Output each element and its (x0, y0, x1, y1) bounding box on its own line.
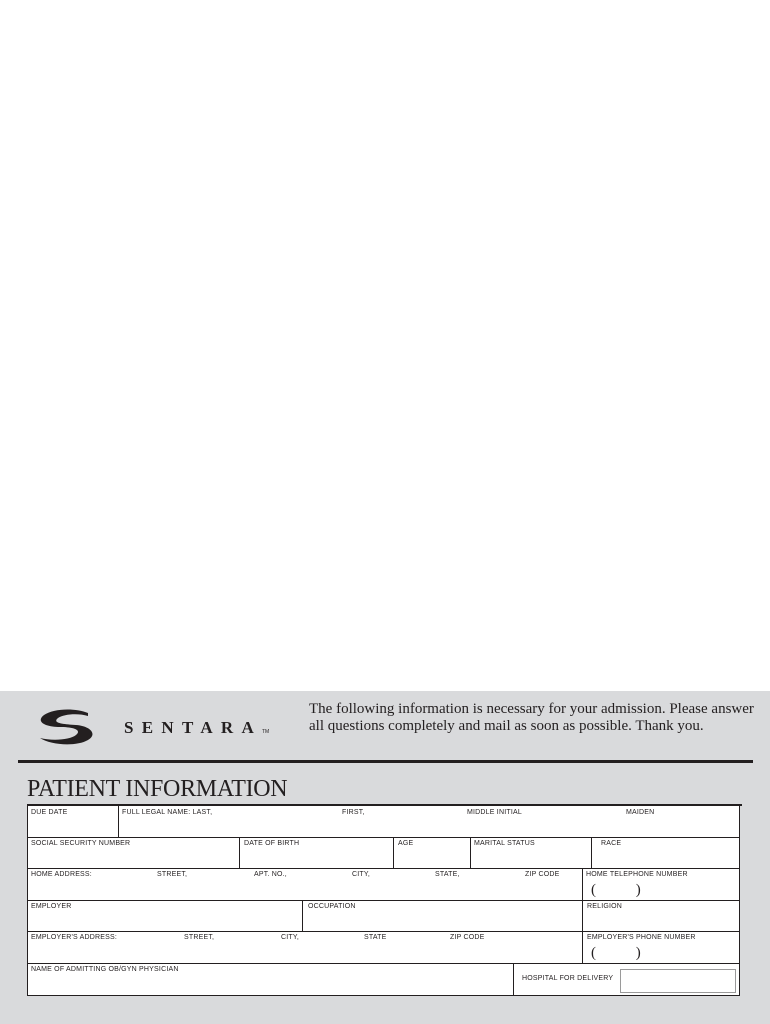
employer-phone-label: EMPLOYER'S PHONE NUMBER (587, 934, 696, 941)
employer-address-label: EMPLOYER'S ADDRESS: (31, 934, 118, 941)
employer-address-field[interactable] (28, 932, 582, 963)
full-legal-name-field[interactable] (119, 806, 739, 837)
home-telephone-field[interactable] (583, 869, 739, 900)
cell-divider (513, 963, 514, 996)
sentara-logo-icon (36, 707, 98, 747)
employer-state-label: STATE (364, 934, 387, 941)
religion-label: RELIGION (587, 903, 623, 910)
brand-wordmark: SENTARA (124, 718, 263, 737)
dob-label: DATE OF BIRTH (244, 840, 300, 847)
phone-area-code-parens: ( ) (591, 882, 659, 898)
state-label: STATE, (435, 871, 460, 878)
form-title: PATIENT INFORMATION (27, 776, 288, 802)
employer-phone-parens: ( ) (591, 945, 659, 961)
ssn-field[interactable] (28, 838, 239, 868)
age-field[interactable] (394, 838, 470, 868)
employer-field[interactable] (28, 901, 302, 931)
home-telephone-label: HOME TELEPHONE NUMBER (586, 871, 688, 878)
physician-field[interactable] (28, 964, 513, 995)
ssn-label: SOCIAL SECURITY NUMBER (31, 840, 131, 847)
employer-city-label: CITY, (281, 934, 299, 941)
hospital-for-delivery-input[interactable] (620, 969, 736, 993)
marital-status-field[interactable] (471, 838, 591, 868)
first-name-label: FIRST, (342, 809, 365, 816)
employer-phone-field[interactable] (583, 932, 739, 963)
occupation-field[interactable] (303, 901, 582, 931)
race-field[interactable] (592, 838, 739, 868)
race-label: RACE (601, 840, 622, 847)
street-label: STREET, (157, 871, 188, 878)
maiden-name-label: MAIDEN (626, 809, 655, 816)
home-address-label: HOME ADDRESS: (31, 871, 92, 878)
last-name-label: FULL LEGAL NAME: LAST, (122, 809, 213, 816)
religion-field[interactable] (583, 901, 739, 931)
city-label: CITY, (352, 871, 370, 878)
middle-initial-label: MIDDLE INITIAL (467, 809, 522, 816)
date-of-birth-field[interactable] (240, 838, 393, 868)
trademark-mark: TM (262, 729, 270, 735)
employer-street-label: STREET, (184, 934, 215, 941)
home-address-field[interactable] (28, 869, 582, 900)
patient-information-form (27, 805, 740, 996)
due-date-field[interactable] (28, 806, 118, 837)
marital-status-label: MARITAL STATUS (474, 840, 535, 847)
physician-label: NAME OF ADMITTING OB/GYN PHYSICIAN (31, 966, 179, 973)
employer-zip-label: ZIP CODE (450, 934, 485, 941)
hospital-label: HOSPITAL FOR DELIVERY (522, 975, 614, 982)
header-divider (18, 760, 753, 763)
occupation-label: OCCUPATION (308, 903, 356, 910)
apt-no-label: APT. NO., (254, 871, 287, 878)
employer-label: EMPLOYER (31, 903, 72, 910)
age-label: AGE (398, 840, 414, 847)
due-date-label: DUE DATE (31, 809, 68, 816)
admission-intro-text: The following information is necessary for your admission. Please answer all questions completely and mail as soon as possible. Thank you. (309, 701, 754, 734)
zip-code-label: ZIP CODE (525, 871, 560, 878)
